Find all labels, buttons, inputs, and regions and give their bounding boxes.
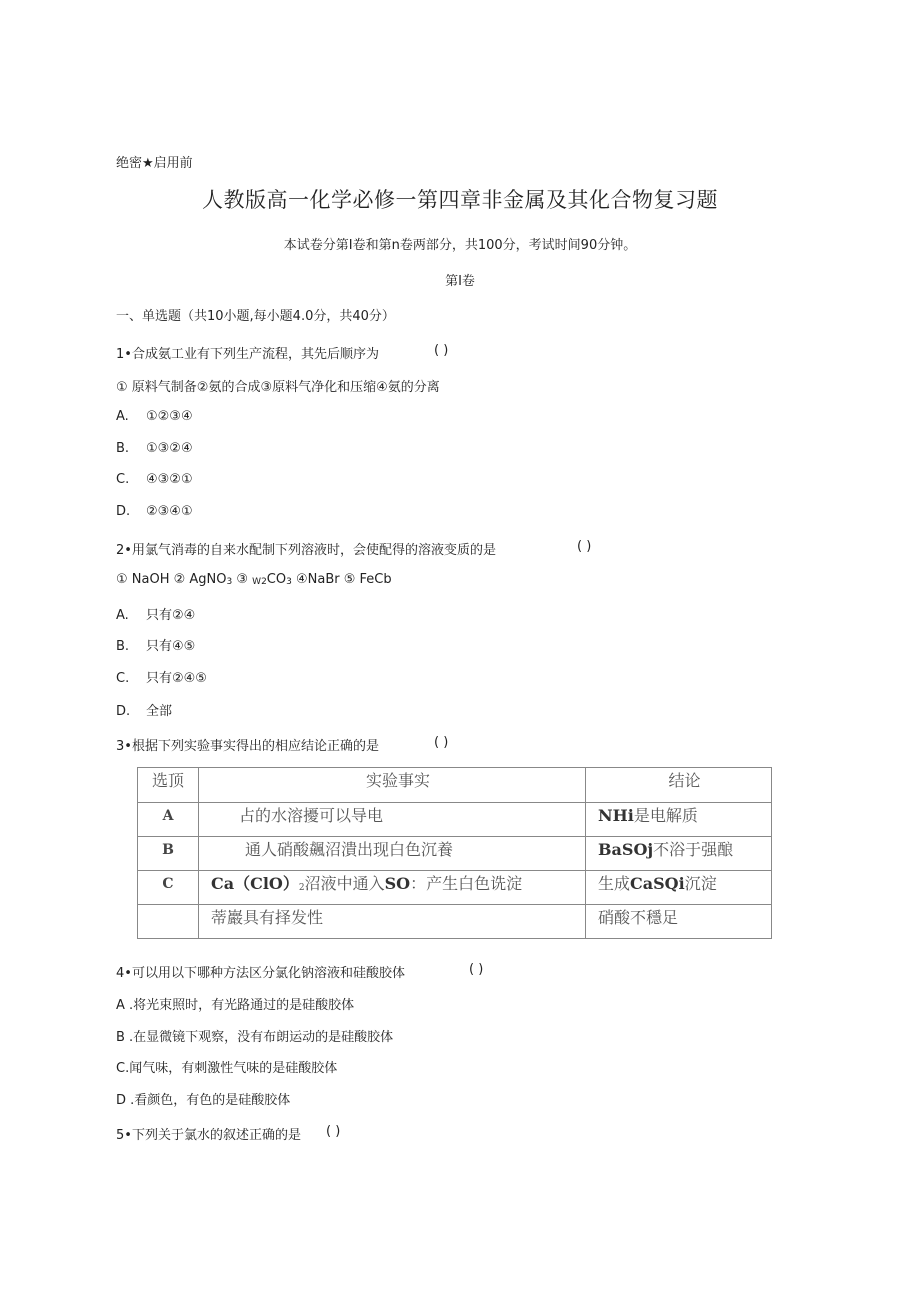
subscript: 2 [298, 883, 305, 893]
question-2-text: 2•用氯气消毒的自来水配制下列溶液时，会使配得的溶液变质的是 [116, 543, 496, 558]
option-label: D. [116, 704, 131, 719]
conclusion-text: 是电解质 [633, 806, 698, 825]
subscript: W2 [252, 577, 267, 587]
question-2-option-b [116, 635, 195, 654]
stem-part: ③ [232, 572, 253, 587]
secret-mark: 绝密★启用前 [116, 156, 193, 171]
page-title: 人教版高一化学必修一第四章非金属及其化合物复习题 [202, 188, 718, 212]
table-cell-conclusion [586, 803, 772, 837]
volume-label: 第Ⅰ卷 [445, 274, 475, 289]
chem-formula: BaSOj [598, 840, 654, 859]
option-label: B. [116, 639, 130, 654]
table-cell-fact: 蒂巖具有择发性 [199, 905, 586, 939]
option-label: A. [116, 409, 129, 424]
table-cell-conclusion [586, 871, 772, 905]
question-1 [116, 343, 379, 362]
fact-text: 沼液中通入 [304, 874, 385, 893]
exam-note: 本试卷分第Ⅰ卷和第n卷两部分，共100分，考试时间90分钟。 [283, 238, 637, 253]
table-cell-fact: 通人硝酸飆沼潰出现白色沉養 [199, 837, 586, 871]
table-cell-fact: 占的水溶擾可以导电 [199, 803, 586, 837]
question-1-stem: ① 原料气制备②氨的合成③原料气净化和压缩④氨的分离 [116, 380, 440, 395]
option-text: 只有④⑤ [146, 639, 196, 654]
question-4-text: 4•可以用以下哪种方法区分氯化钠溶液和硅酸胶体 [116, 966, 405, 981]
option-label: B. [116, 441, 130, 456]
table-header-cell: 结论 [586, 768, 772, 803]
question-3-answer-paren: ( ) [434, 735, 449, 750]
table-cell-conclusion [586, 837, 772, 871]
question-2-option-c [116, 667, 207, 686]
question-1-option-a [116, 409, 193, 424]
table-header-cell: 选顶 [138, 768, 199, 803]
table-header-cell: 实验事实 [199, 768, 586, 803]
conclusion-text: 不浴于强酿 [653, 840, 734, 859]
option-text: ①②③④ [146, 409, 193, 424]
question-3 [116, 735, 379, 754]
chem-formula: NHi [598, 806, 634, 825]
question-2-stem [116, 572, 392, 587]
option-text: ④③②① [146, 472, 193, 487]
table-row [138, 803, 772, 837]
table-cell-option [138, 905, 199, 939]
stem-part: CO [266, 572, 287, 587]
question-4-option-d: D .看颜色，有色的是硅酸胶体 [116, 1093, 291, 1108]
table-cell-option: A [138, 803, 199, 837]
question-5 [116, 1124, 301, 1143]
question-2-option-a [116, 604, 195, 623]
conclusion-text: 生成 [598, 874, 631, 893]
option-label: D. [116, 504, 131, 519]
question-4-option-b: B .在显微镜下观察，没有布朗运动的是硅酸胶体 [116, 1030, 394, 1045]
stem-part: ① NaOH ② AgNO [116, 572, 227, 587]
question-1-option-b [116, 441, 193, 456]
chem-formula: CaSQi [630, 874, 685, 893]
option-text: 全部 [146, 704, 173, 719]
table-header-row [138, 768, 772, 803]
table-cell-fact [199, 871, 586, 905]
subscript: 3 [286, 577, 292, 587]
fact-text: ：产生白色诜淀 [410, 874, 523, 893]
option-text: 只有②④ [146, 608, 196, 623]
question-1-answer-paren: ( ) [434, 343, 449, 358]
option-text: ①③②④ [146, 441, 193, 456]
option-text: 只有②④⑤ [146, 671, 207, 686]
question-3-table [137, 767, 772, 939]
question-1-text: 1•合成氨工业有下列生产流程，其先后顺序为 [116, 347, 379, 362]
question-1-option-c [116, 472, 193, 487]
chem-formula: Ca（ClO） [211, 874, 299, 893]
table-row [138, 905, 772, 939]
option-label: A. [116, 608, 129, 623]
question-3-text: 3•根据下列实验事实得出的相应结论正确的是 [116, 739, 379, 754]
question-4-answer-paren: ( ) [469, 962, 484, 977]
question-1-option-d [116, 504, 193, 519]
conclusion-text: 沉淀 [684, 874, 717, 893]
stem-part: ④NaBr ⑤ FeCb [291, 572, 392, 587]
question-4-option-c: C.闻气味，有刺激性气味的是硅酸胶体 [116, 1061, 338, 1076]
table-row [138, 871, 772, 905]
subscript: 3 [226, 577, 233, 587]
table-cell-conclusion: 硝酸不穩足 [586, 905, 772, 939]
option-text: ②③④① [146, 504, 193, 519]
chem-formula: SO [384, 874, 411, 893]
question-2-answer-paren: ( ) [577, 539, 592, 554]
table-cell-option: C [138, 871, 199, 905]
question-4-option-a: A .将光束照时，有光路通过的是硅酸胶体 [116, 998, 355, 1013]
option-label: C. [116, 472, 130, 487]
question-2-option-d [116, 700, 172, 719]
table-row [138, 837, 772, 871]
question-5-answer-paren: ( ) [326, 1124, 341, 1139]
question-2 [116, 539, 496, 558]
question-5-text: 5•下列关于氯水的叙述正确的是 [116, 1128, 301, 1143]
section-heading: 一、单选题（共10小题,每小题4.0分，共40分） [116, 309, 395, 324]
table-cell-option: B [138, 837, 199, 871]
question-4 [116, 962, 405, 981]
option-label: C. [116, 671, 130, 686]
